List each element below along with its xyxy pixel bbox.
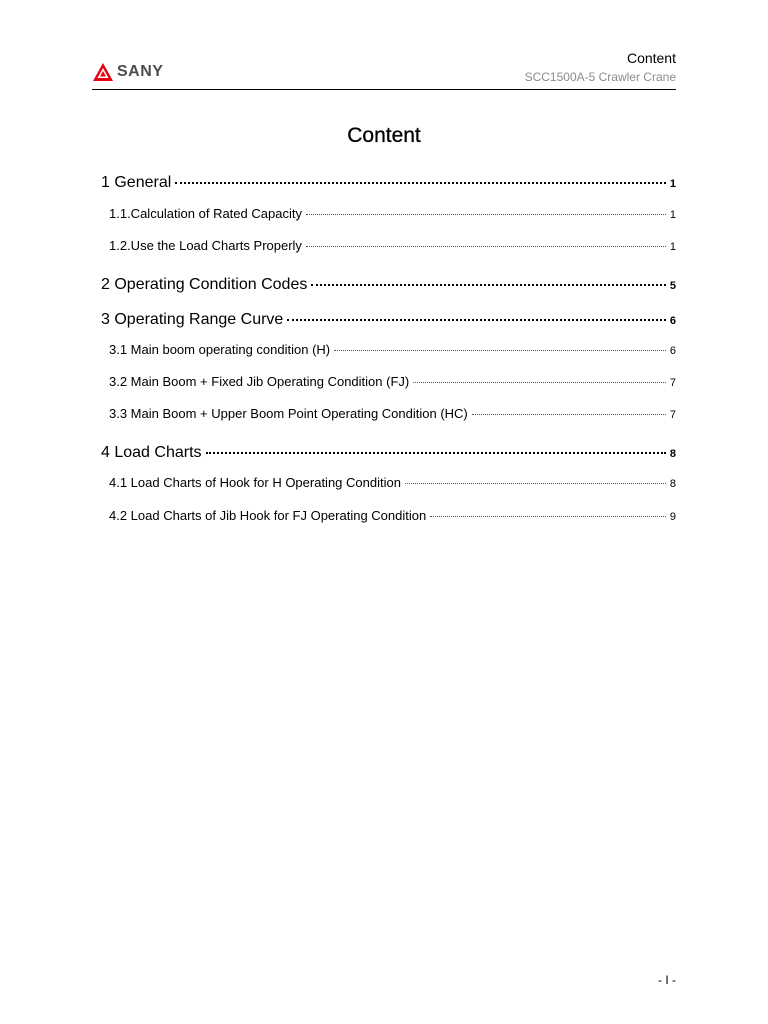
- toc-entry-page: 7: [669, 377, 676, 389]
- toc-entry-main-boom-fj[interactable]: [109, 374, 676, 389]
- toc-entry-page: 6: [669, 315, 676, 327]
- toc-entry-label: 3.2 Main Boom + Fixed Jib Operating Condition (FJ): [109, 374, 410, 389]
- toc-entry-label: 3.3 Main Boom + Upper Boom Point Operating Condition (HC): [109, 406, 468, 421]
- toc-entry-label: 1.2.Use the Load Charts Properly: [109, 238, 302, 253]
- sany-logo-icon: [92, 62, 114, 82]
- toc-entry-page: 1: [669, 241, 676, 253]
- toc-entry-main-boom-h[interactable]: [109, 342, 676, 357]
- toc-entry-page: 6: [669, 345, 676, 357]
- toc-entry-operating-condition-codes[interactable]: [101, 276, 676, 294]
- toc-entry-jib-hook-fj[interactable]: [109, 508, 676, 523]
- toc-leader: [413, 382, 666, 383]
- toc-entry-operating-range-curve[interactable]: [101, 311, 676, 329]
- toc-entry-label: 4.1 Load Charts of Hook for H Operating Condition: [109, 475, 401, 490]
- toc-entry-page: 8: [669, 478, 676, 490]
- toc-entry-label: 4.2 Load Charts of Jib Hook for FJ Operating Condition: [109, 508, 427, 523]
- header-subtitle: SCC1500A-5 Crawler Crane: [524, 70, 676, 84]
- toc-entry-label: 2 Operating Condition Codes: [101, 276, 308, 293]
- toc-entry-rated-capacity[interactable]: [109, 206, 676, 221]
- toc-leader: [472, 414, 666, 415]
- toc-entry-hook-h[interactable]: [109, 475, 676, 490]
- toc-entry-page: 1: [669, 209, 676, 221]
- toc-leader: [306, 214, 666, 215]
- page-title: Content: [347, 124, 421, 147]
- toc-leader: [430, 516, 666, 517]
- toc-entry-general[interactable]: [101, 174, 676, 192]
- toc-entry-main-boom-hc[interactable]: [109, 406, 676, 421]
- toc-entry-page: 8: [669, 448, 676, 460]
- sany-logo: [92, 62, 163, 82]
- toc-leader: [287, 319, 666, 321]
- toc-entry-page: 7: [669, 409, 676, 421]
- toc-entry-label: 3 Operating Range Curve: [101, 311, 284, 328]
- toc-entry-label: 3.1 Main boom operating condition (H): [109, 342, 331, 357]
- toc-entry-load-charts-properly[interactable]: [109, 238, 676, 253]
- toc-entry-page: 9: [669, 511, 676, 523]
- toc-entry-label: 4 Load Charts: [101, 444, 202, 461]
- toc-leader: [311, 284, 666, 286]
- toc-leader: [175, 182, 666, 184]
- brand-name: SANY: [117, 63, 164, 80]
- toc-entry-load-charts[interactable]: [101, 444, 676, 462]
- toc-entry-label: 1.1.Calculation of Rated Capacity: [109, 206, 302, 221]
- toc-leader: [405, 483, 666, 484]
- toc-entry-page: 1: [669, 178, 676, 190]
- page-number: - I -: [658, 973, 676, 987]
- header-rule: [92, 89, 676, 90]
- toc-leader: [206, 452, 666, 454]
- header-title: Content: [626, 50, 676, 66]
- toc-entry-page: 5: [669, 280, 676, 292]
- toc-leader: [306, 246, 666, 247]
- toc-leader: [334, 350, 666, 351]
- toc-entry-label: 1 General: [101, 174, 172, 191]
